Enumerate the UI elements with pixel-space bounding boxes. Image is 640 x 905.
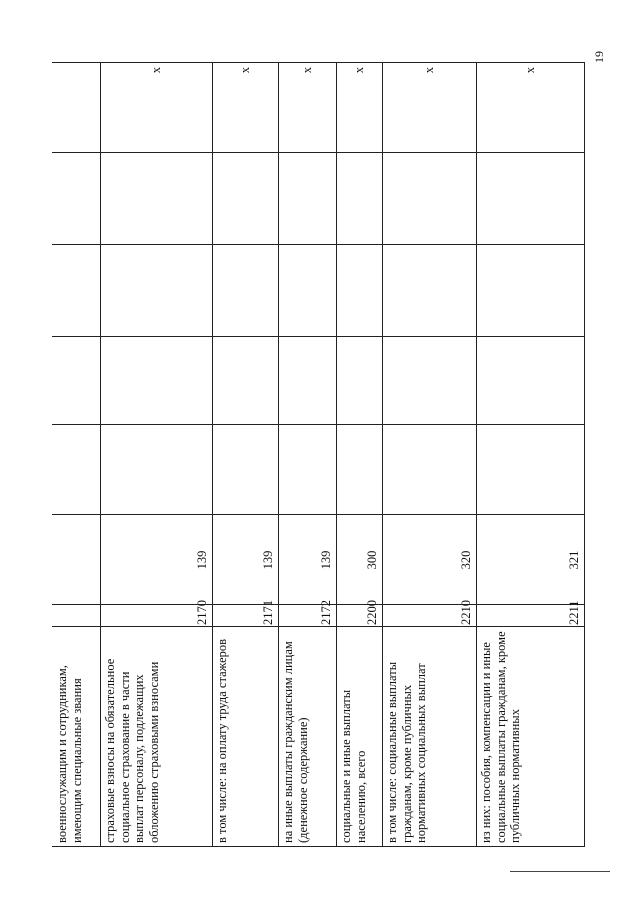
footer-rule: [510, 871, 610, 872]
grid-line: [52, 514, 585, 515]
grid-line: [382, 63, 383, 847]
grid-line: [584, 63, 585, 847]
row-x: x: [351, 67, 366, 74]
row-name: из них: пособия, компенсации и иные социальные выплаты гражданам, кроме публичных нормативных: [479, 631, 522, 843]
row-line: 139: [318, 550, 333, 570]
grid-line: [52, 424, 585, 425]
grid-line: [278, 63, 279, 847]
grid-line: [52, 336, 585, 337]
page-number: 19: [592, 51, 606, 63]
row-line: 320: [458, 550, 473, 570]
grid-line: [52, 244, 585, 245]
row-x: x: [522, 67, 537, 74]
row-code: 2211: [566, 600, 581, 625]
row-code: 2170: [194, 600, 209, 625]
grid-line: [476, 63, 477, 847]
row-line: 300: [364, 550, 379, 570]
grid-line: [212, 63, 213, 847]
grid-line: [52, 152, 585, 153]
row-x: x: [237, 67, 252, 74]
grid-line: [52, 626, 585, 627]
row-name: социальные и иные выплаты населению, всего: [339, 689, 368, 843]
row-code: 2210: [458, 600, 473, 625]
row-x: x: [421, 67, 436, 74]
row-name: страховые взносы на обязательное социальное страхование в части выплат персоналу, подлежащих обложению страховыми взносами: [103, 658, 161, 843]
row-code: 2171: [260, 600, 275, 625]
row-line: 139: [194, 550, 209, 570]
grid-line: [52, 846, 585, 847]
row-name: в том числе: социальные выплаты гражданам, кроме публичных нормативных социальных выплат: [385, 661, 428, 843]
row-line: [55, 519, 97, 601]
row-code: 2200: [364, 600, 379, 625]
row-x: [55, 67, 97, 149]
grid-line: [52, 62, 585, 63]
row-name: на иные выплаты гражданским лицам (денежное содержание): [281, 641, 310, 843]
grid-line: [100, 63, 101, 847]
row-code: 2172: [318, 600, 333, 625]
row-line: 139: [260, 550, 275, 570]
row-name: военнослужащим и сотрудникам, имеющим специальные звания: [55, 665, 84, 843]
row-line: 321: [566, 550, 581, 570]
row-name: в том числе: на оплату труда стажеров: [215, 638, 229, 843]
grid-line: [336, 63, 337, 847]
row-x: x: [299, 67, 314, 74]
row-x: x: [148, 67, 163, 74]
